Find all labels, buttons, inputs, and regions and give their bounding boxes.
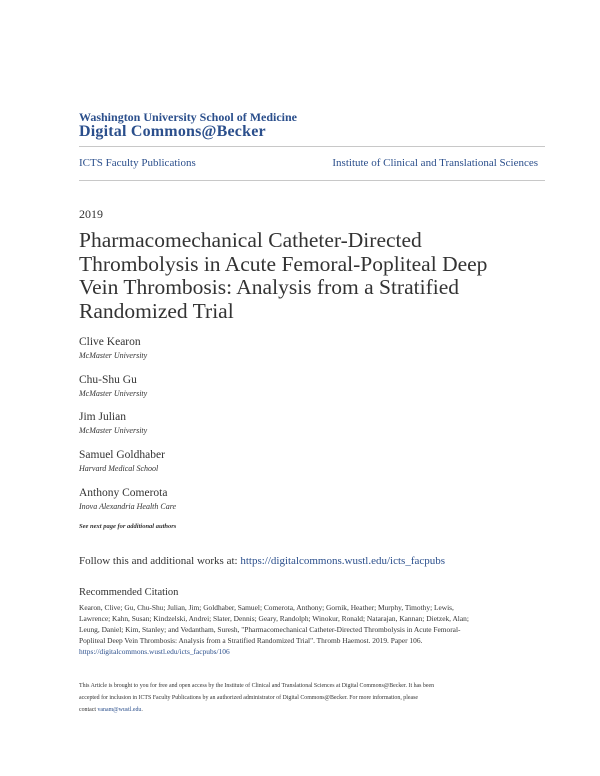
citation-line: Leung, Daniel; Kim, Stanley; and Vedantham, Suresh, "Pharmacomechanical Catheter-Directed Thrombolysis in Acute Femoral- <box>79 625 461 634</box>
recommended-citation-heading: Recommended Citation <box>79 587 179 598</box>
title-line: Pharmacomechanical Catheter-Directed <box>79 228 422 252</box>
follow-text: Follow this and additional works at: <box>79 555 241 567</box>
author-affiliation: McMaster University <box>79 389 148 398</box>
author-name: Chu-Shu Gu <box>79 374 137 386</box>
collection-url-link[interactable]: https://digitalcommons.wustl.edu/icts_facpubs <box>240 555 446 567</box>
follow-line <box>79 555 445 567</box>
title-line: Thrombolysis in Acute Femoral-Popliteal Deep <box>79 251 488 276</box>
author-name: Clive Kearon <box>79 336 141 348</box>
title-line: Vein Thrombosis: Analysis from a Stratified <box>79 275 459 299</box>
citation-line: Lawrence; Kahn, Susan; Kindzelski, Andrei; Slater, Dennis; Geary, Randolph; Winokur, Ronald; Natarajan, Kannan; Dietzek, Alan; <box>79 614 469 623</box>
citation-text <box>79 602 521 657</box>
divider-top <box>79 146 545 147</box>
citation-line: Popliteal Deep Vein Thrombosis: Analysis from a Stratified Randomized Trial". Thromb Haemost. 2019. Paper 106. <box>79 636 423 645</box>
title-line: Randomized Trial <box>79 298 234 323</box>
site-name[interactable]: Digital Commons@Becker <box>79 123 266 140</box>
author-name: Samuel Goldhaber <box>79 449 165 461</box>
contact-suffix: . <box>141 707 143 713</box>
notice-contact-line <box>79 704 524 716</box>
author-affiliation: Harvard Medical School <box>79 464 159 473</box>
parent-collection-link[interactable]: Institute of Clinical and Translational Sciences <box>332 157 538 169</box>
citation-url-link[interactable]: https://digitalcommons.wustl.edu/icts_facpubs/106 <box>79 647 230 656</box>
author-affiliation: McMaster University <box>79 351 148 360</box>
see-next-page-note: See next page for additional authors <box>79 523 177 530</box>
access-notice <box>79 680 524 716</box>
author-affiliation: Inova Alexandria Health Care <box>79 502 177 511</box>
contact-prefix: contact <box>79 707 98 713</box>
collection-link[interactable]: ICTS Faculty Publications <box>79 157 196 169</box>
citation-line: Kearon, Clive; Gu, Chu-Shu; Julian, Jim; Goldhaber, Samuel; Comerota, Anthony; Gornik, Heather; Murphy, Timothy; Lewis, <box>79 603 454 612</box>
divider-bottom <box>79 180 545 181</box>
notice-line: accepted for inclusion in ICTS Faculty Publications by an authorized administrator of Digital Commons@Becker. For more information, please <box>79 695 418 701</box>
notice-line: This Article is brought to you for free and open access by the Institute of Clinical and Translational Sciences at Digital Commons@Becker. It has been <box>79 683 435 689</box>
publication-year: 2019 <box>79 207 103 221</box>
contact-email-link[interactable]: vanam@wustl.edu <box>97 707 142 713</box>
institution-name: Washington University School of Medicine <box>79 110 298 124</box>
author-name: Jim Julian <box>79 411 126 423</box>
article-title <box>79 229 519 323</box>
author-name: Anthony Comerota <box>79 487 168 499</box>
author-affiliation: McMaster University <box>79 426 148 435</box>
